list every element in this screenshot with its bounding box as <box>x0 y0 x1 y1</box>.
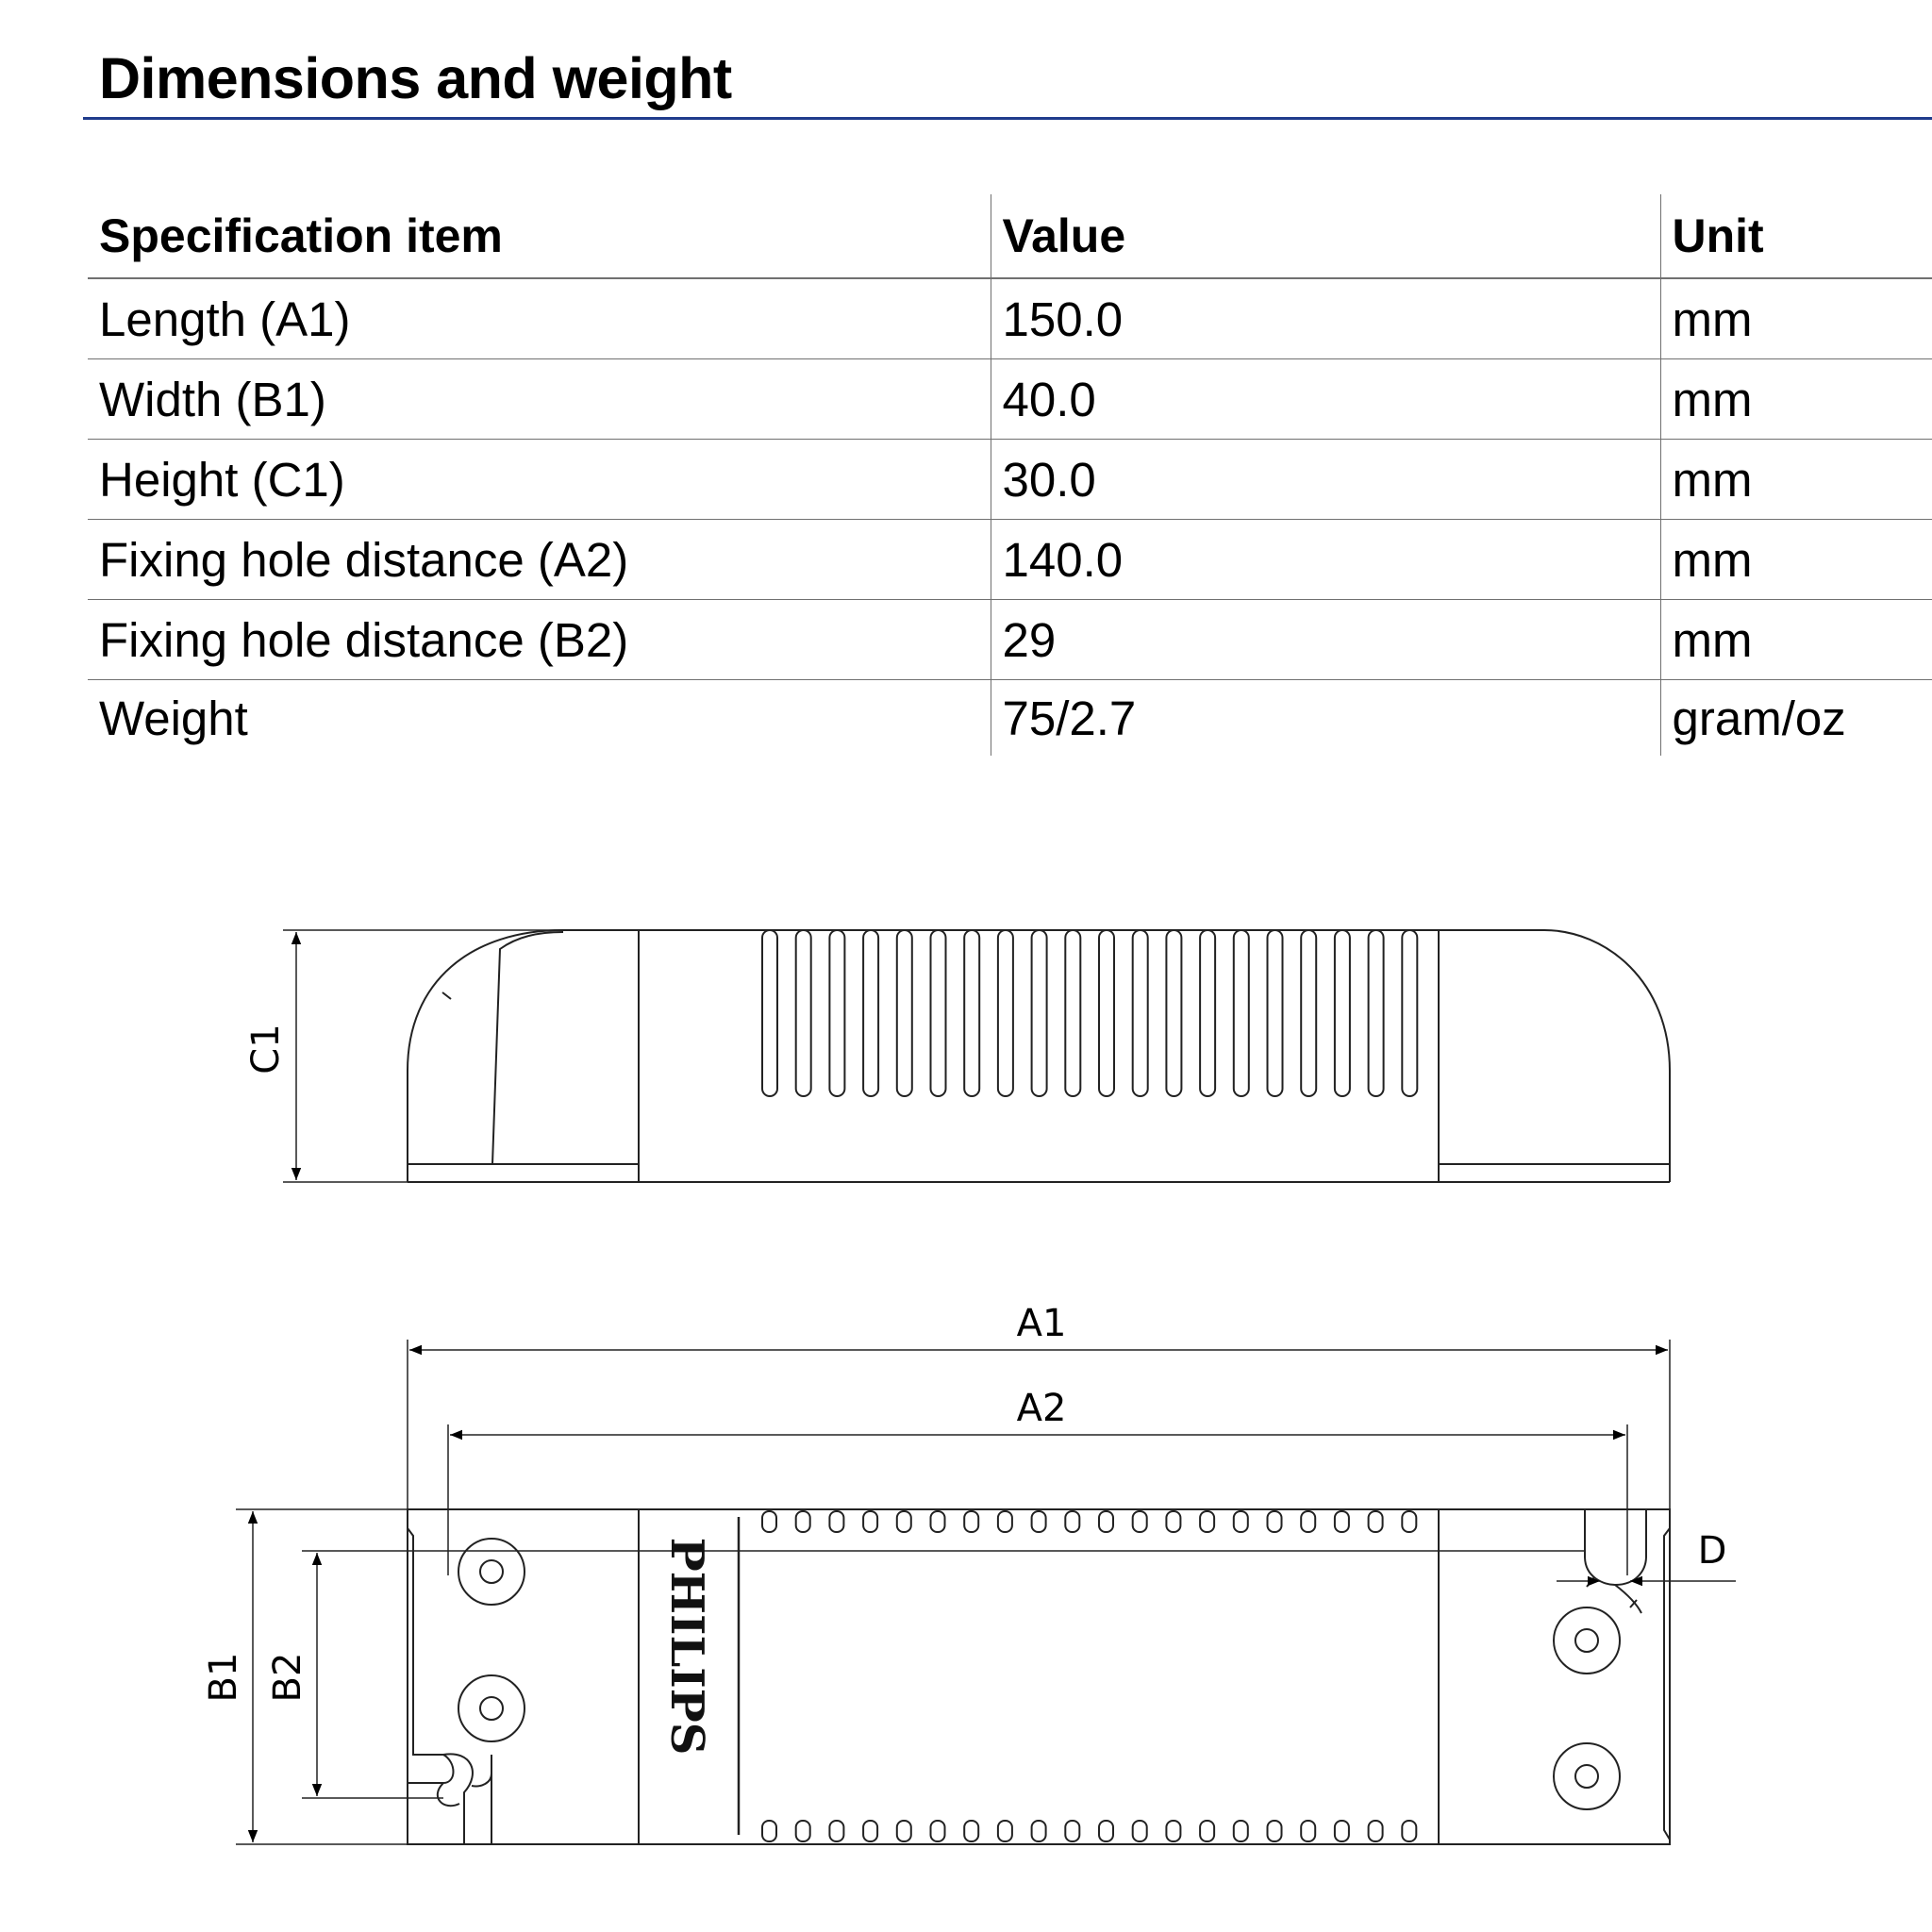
spec-value: 140.0 <box>991 520 1660 600</box>
spec-item: Fixing hole distance (A2) <box>88 520 991 600</box>
spec-unit: mm <box>1660 600 1932 680</box>
title-underline <box>83 117 1932 120</box>
vent-slot-top <box>762 1821 776 1841</box>
vent-slot-top <box>829 1511 843 1532</box>
vent-slot-top <box>1234 1511 1248 1532</box>
table-row <box>88 520 1932 600</box>
table-row <box>88 680 1932 757</box>
vent-slot-top <box>1200 1511 1214 1532</box>
spec-item: Fixing hole distance (B2) <box>88 600 991 680</box>
vent-slot <box>1133 930 1148 1096</box>
vent-slot-top <box>796 1821 810 1841</box>
label-b1: B1 <box>202 1652 245 1703</box>
vent-slot-top <box>1166 1511 1180 1532</box>
dimension-a1 <box>408 1340 1670 1509</box>
top-view-body <box>408 1509 1670 1844</box>
vent-slot-top <box>1099 1821 1113 1841</box>
header-value: Value <box>991 194 1660 278</box>
vent-slot-top <box>964 1511 978 1532</box>
label-d: D <box>1697 1529 1727 1573</box>
spec-item: Width (B1) <box>88 359 991 440</box>
vent-slot-top <box>1335 1511 1349 1532</box>
spec-table <box>88 194 1932 756</box>
label-b2: B2 <box>266 1652 309 1703</box>
header-unit: Unit <box>1660 194 1932 278</box>
spec-item: Height (C1) <box>88 440 991 520</box>
vent-slot-top <box>897 1821 911 1841</box>
spec-value: 30.0 <box>991 440 1660 520</box>
vent-slot-top <box>1133 1821 1147 1841</box>
dimension-b1 <box>236 1509 408 1844</box>
vent-slot-top <box>931 1511 945 1532</box>
vent-slot-top <box>1402 1511 1416 1532</box>
vent-slot <box>1032 930 1047 1096</box>
vent-slot-top <box>1268 1821 1282 1841</box>
top-view <box>236 1340 1736 1844</box>
vent-slot-top <box>863 1511 877 1532</box>
side-view <box>283 930 1670 1182</box>
vent-slot-top <box>1166 1821 1180 1841</box>
label-c1: C1 <box>244 1024 288 1074</box>
vent-slot-top <box>1032 1821 1046 1841</box>
vent-slot <box>998 930 1013 1096</box>
vent-slot-top <box>1301 1821 1315 1841</box>
vent-slot-top <box>1234 1821 1248 1841</box>
vent-slot <box>1099 930 1114 1096</box>
brand-logo: PHILIPS <box>660 1537 713 1756</box>
table-row <box>88 440 1932 520</box>
vent-slot <box>1335 930 1350 1096</box>
table-row <box>88 359 1932 440</box>
side-view-body <box>408 930 1670 1182</box>
vent-slot-top <box>796 1511 810 1532</box>
spec-item: Weight <box>88 680 991 757</box>
vent-slot-top <box>1335 1821 1349 1841</box>
vent-slot-top <box>1369 1511 1383 1532</box>
spec-unit: mm <box>1660 278 1932 359</box>
vent-slot <box>897 930 912 1096</box>
label-a2: A2 <box>1016 1387 1067 1430</box>
spec-value: 75/2.7 <box>991 680 1660 757</box>
spec-unit: mm <box>1660 440 1932 520</box>
vent-slot <box>1065 930 1080 1096</box>
vent-slot-top <box>1200 1821 1214 1841</box>
vent-slot <box>796 930 811 1096</box>
vent-slot-top <box>897 1511 911 1532</box>
vent-slot-top <box>863 1821 877 1841</box>
table-row <box>88 278 1932 359</box>
vent-slot <box>1301 930 1316 1096</box>
vent-slot-top <box>1133 1511 1147 1532</box>
vent-slot <box>931 930 946 1096</box>
dimension-c1 <box>283 930 566 1182</box>
vent-slot <box>863 930 878 1096</box>
vent-slot-top <box>1099 1511 1113 1532</box>
vent-slot-top <box>931 1821 945 1841</box>
vent-slot-top <box>998 1511 1012 1532</box>
spec-value: 150.0 <box>991 278 1660 359</box>
vent-slot <box>1200 930 1215 1096</box>
vent-slot-top <box>1032 1511 1046 1532</box>
vent-slot-top <box>1065 1821 1079 1841</box>
label-a1: A1 <box>1016 1302 1067 1345</box>
spec-value: 29 <box>991 600 1660 680</box>
vent-slot-top <box>1268 1511 1282 1532</box>
dimension-a2 <box>448 1424 1627 1575</box>
spec-value: 40.0 <box>991 359 1660 440</box>
vent-slot-top <box>829 1821 843 1841</box>
vent-slot-top <box>998 1821 1012 1841</box>
top-view-vent-slots <box>762 1511 1416 1841</box>
vent-slot-top <box>762 1511 776 1532</box>
vent-slot <box>1402 930 1417 1096</box>
vent-slot-top <box>964 1821 978 1841</box>
vent-slot-top <box>1301 1511 1315 1532</box>
table-row <box>88 600 1932 680</box>
spec-unit: gram/oz <box>1660 680 1932 757</box>
vent-slot <box>1234 930 1249 1096</box>
vent-slot <box>964 930 979 1096</box>
spec-unit: mm <box>1660 520 1932 600</box>
vent-slot <box>762 930 777 1096</box>
section-title: Dimensions and weight <box>99 46 732 110</box>
vent-slot-top <box>1369 1821 1383 1841</box>
vent-slot-top <box>1065 1511 1079 1532</box>
fixing-holes <box>458 1539 1620 1809</box>
vent-slot <box>1166 930 1181 1096</box>
table-header-row <box>88 194 1932 278</box>
dimension-b2 <box>302 1551 1585 1798</box>
vent-slot <box>1268 930 1283 1096</box>
spec-item: Length (A1) <box>88 278 991 359</box>
vent-slot <box>1369 930 1384 1096</box>
vent-slot-top <box>1402 1821 1416 1841</box>
side-view-vent-slots <box>762 930 1417 1096</box>
header-spec-item: Specification item <box>88 194 991 278</box>
spec-unit: mm <box>1660 359 1932 440</box>
vent-slot <box>829 930 844 1096</box>
